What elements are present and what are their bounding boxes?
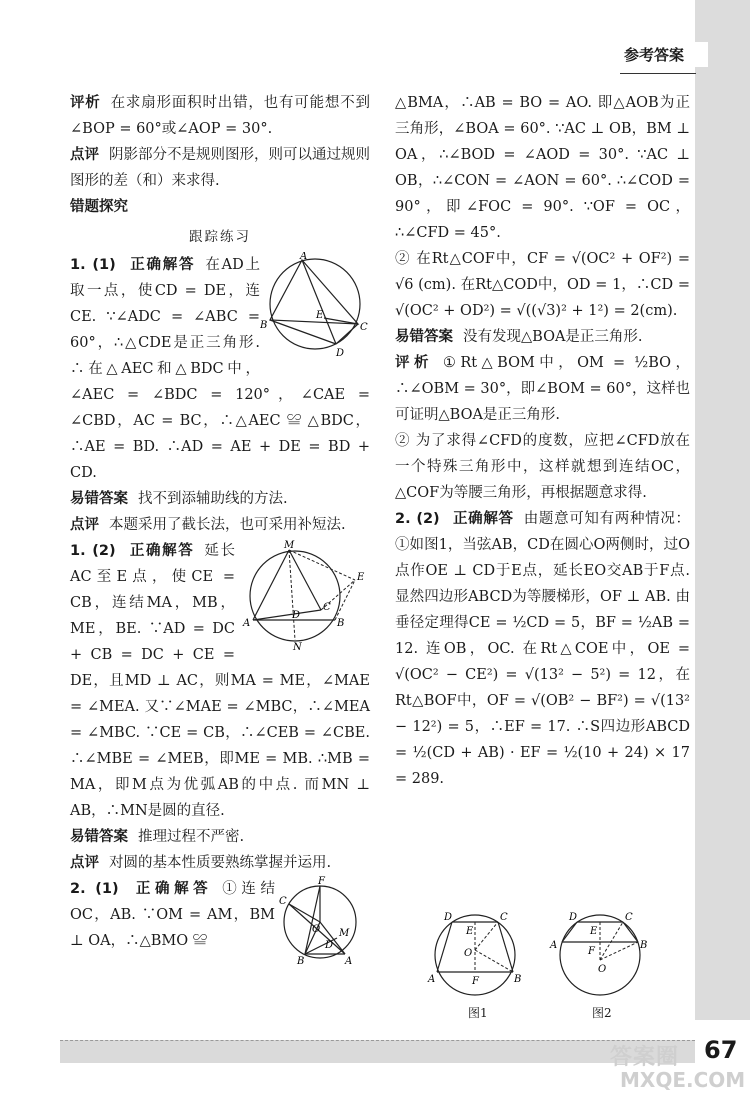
page-header-title: 参考答案 <box>620 42 708 67</box>
label-b: B <box>260 320 268 331</box>
left-comment: 点评 阴影部分不是规则图形，则可以通过规则图形的差（和）来求得. <box>70 147 370 189</box>
svg-text:E: E <box>466 926 474 937</box>
left-column <box>70 90 371 964</box>
svg-text:M: M <box>339 928 350 939</box>
svg-text:B: B <box>514 974 522 985</box>
svg-text:A: A <box>550 940 558 951</box>
svg-text:D: D <box>325 940 334 951</box>
svg-text:B: B <box>297 956 305 964</box>
figure-q3 <box>275 874 370 964</box>
figure-q1 <box>260 252 370 362</box>
svg-text:N: N <box>293 642 302 650</box>
svg-text:O: O <box>312 924 321 935</box>
q1-comment: 点评 本题采用了截长法，也可采用补短法. <box>70 517 346 533</box>
svg-text:D: D <box>569 912 578 923</box>
svg-text:C: C <box>323 602 331 613</box>
label-c: C <box>360 322 368 333</box>
section-heading: 错题探究 <box>70 199 128 215</box>
q2-error: 易错答案 推理过程不严密. <box>70 829 245 845</box>
svg-text:C: C <box>500 912 508 923</box>
q1-error: 易错答案 找不到添辅助线的方法. <box>70 491 288 507</box>
svg-text:M: M <box>284 540 295 551</box>
right-proof-part2: ② 在Rt△COF中，CF = √(OC² + OF²) = √6 (cm). 在Rt△COD中，OD = 1，∴CD = √(OC² + OD²) = √((√3)² + 1²) = 2(cm). <box>395 251 690 319</box>
footer-bar <box>60 1040 695 1063</box>
svg-text:C: C <box>279 896 287 907</box>
q1-block <box>70 252 370 486</box>
side-tab <box>695 0 750 1020</box>
watermark-text: 答案圈 <box>610 1045 680 1070</box>
right-proof-part1: △BMA，∴AB = BO = AO. 即△AOB为正三角形，∠BOA = 60°. ∵AC ⊥ OB，BM ⊥ OA，∴∠BOD = ∠AOD = 30°. ∵AC ⊥ OB，∴∠CON = ∠AON = 60°. ∴∠COD = 90°，即∠FOC = 90°. ∵OF = OC，∴∠CFD = 45°. <box>395 95 690 241</box>
svg-text:B: B <box>337 618 345 629</box>
q2-block <box>70 538 370 824</box>
right-analysis-1: 评析 ①Rt△BOM中，OM = ½BO，∴∠OBM = 30°，即∠BOM = 60°，这样也可证明△BOA是正三角形. <box>395 355 690 423</box>
svg-text:A: A <box>345 956 353 964</box>
q3-block <box>70 876 370 964</box>
right-analysis-2: ② 为了求得∠CFD的度数，应把∠CFD放在一个特殊三角形中，这样就想到连结OC，△COF为等腰三角形，再根据题意求得. <box>395 433 690 501</box>
svg-text:B: B <box>640 940 648 951</box>
q2-answer: 1. (2) 正确解答 延长AC至E点，使CE = CB，连结MA，MB，ME，BE. ∵AD = DC + CB = DC + CE = DE，且MD ⊥ AC，则MA = ME，∠MAE = ∠MEA. 又∵∠MAE = ∠MBC，∴∠MEA = ∠MBC. ∵CE = CB，∴∠CEB = ∠CBE. ∴∠MBE = ∠MEB，即ME = MB. ∴MB = MA，即M点为优弧AB的中点. 而MN ⊥ AB，∴MN是圆的直径. <box>70 543 370 819</box>
q1-answer: 1. (1) 正确解答 在AD上取一点，使CD = DE，连CE. ∵∠ADC = ∠ABC = 60°，∴△CDE是正三角形. ∴在△AEC和△BDC中，∠AEC = ∠BDC = 120°，∠CAE = ∠CBD，AC = BC，∴△AEC ≌ △BDC，∴AE = BD. ∴AD = AE + DE = BD + CD. <box>70 257 370 481</box>
svg-text:E: E <box>590 926 598 937</box>
page-number: 67 <box>704 1036 738 1064</box>
bottom-figures <box>420 910 670 1020</box>
right-error: 易错答案 没有发现△BOA是正三角形. <box>395 329 643 345</box>
header-divider <box>620 73 696 74</box>
right-q2-2-answer: 2. (2) 正确解答 由题意可知有两种情况：①如图1，当弦AB，CD在圆心O两侧时，过O点作OE ⊥ CD于E点，延长EO交AB于F点. 显然四边形ABCD为等腰梯形，OF ⊥ AB. 由垂径定理得CE = ½CD = 5，BF = ½AB = 12. 连OB，OC. 在Rt△COE中，OE = √(OC² − CE²) = √(13² − 5²) = 12，在Rt△BOF中，OF = √(OB² − BF²) = √(13² − 12²) = 5，∴EF = 17. ∴S四边形ABCD = ½(CD + AB) · EF = ½(10 + 24) × 17 = 289. <box>395 511 691 787</box>
left-analysis: 评析 在求扇形面积时出错，也有可能想不到∠BOP = 60°或∠AOP = 30°. <box>70 95 371 137</box>
svg-text:O: O <box>464 948 473 959</box>
figure-1-and-2 <box>420 910 670 1005</box>
label-e: E <box>316 310 324 321</box>
svg-text:F: F <box>318 876 325 887</box>
figure-1-caption: 图1 <box>468 1006 488 1020</box>
label-d: D <box>336 348 345 359</box>
q3-answer: 2. (1) 正确解答 ①连结OC，AB. ∵OM = AM，BM ⊥ OA，∴△BMO ≌ <box>70 881 276 949</box>
right-column <box>395 90 690 792</box>
svg-text:D: D <box>444 912 453 923</box>
figure-2-caption: 图2 <box>592 1006 612 1020</box>
svg-text:E: E <box>357 572 365 583</box>
svg-text:A: A <box>428 974 436 985</box>
svg-text:F: F <box>588 946 595 957</box>
figure-q2 <box>235 540 370 650</box>
svg-text:C: C <box>625 912 633 923</box>
svg-text:A: A <box>243 618 251 629</box>
svg-text:F: F <box>472 976 479 987</box>
q2-comment: 点评 对圆的基本性质要熟练掌握并运用. <box>70 855 332 871</box>
watermark-url: MXQE.COM <box>620 1068 746 1092</box>
section-subtitle: 跟踪练习 <box>189 229 251 245</box>
svg-text:D: D <box>292 610 301 621</box>
label-a: A <box>300 252 308 262</box>
svg-text:O: O <box>598 964 607 975</box>
